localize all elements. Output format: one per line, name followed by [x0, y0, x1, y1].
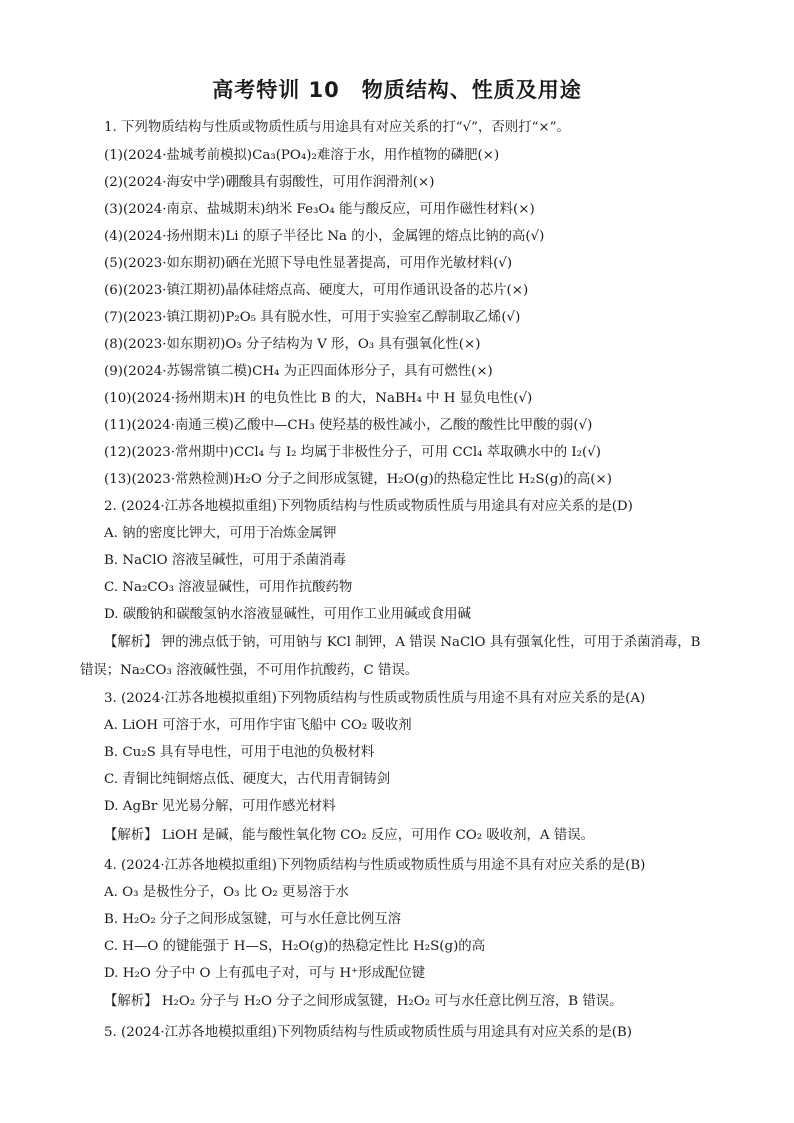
statement-6: (6)(2023·镇江期初)晶体硅熔点高、硬度大，可用作通讯设备的芯片(×): [104, 283, 529, 298]
q2-option-a: A. 钠的密度比钾大，可用于冶炼金属钾: [104, 526, 337, 541]
q3-option-b: B. Cu₂S 具有导电性，可用于电池的负极材料: [104, 745, 375, 760]
q2-option-b: B. NaClO 溶液呈碱性，可用于杀菌消毒: [104, 553, 346, 568]
statement-3: (3)(2024·南京、盐城期末)纳米 Fe₃O₄ 能与酸反应，可用作磁性材料(×): [104, 202, 535, 217]
statement-9: (9)(2024·苏锡常镇二模)CH₄ 为正四面体形分子，具有可燃性(×): [104, 364, 493, 379]
statement-5: (5)(2023·如东期初)硒在光照下导电性显著提高，可用作光敏材料(√): [104, 256, 513, 271]
question-3-stem: 3. (2024·江苏各地模拟重组)下列物质结构与性质或物质性质与用途不具有对应关系的是(A): [104, 691, 646, 706]
q4-option-b: B. H₂O₂ 分子之间形成氢键，可与水任意比例互溶: [104, 912, 402, 927]
statement-11: (11)(2024·南通三模)乙酸中—CH₃ 使羟基的极性减小，乙酸的酸性比甲酸的弱(√): [104, 418, 593, 433]
q2-option-c: C. Na₂CO₃ 溶液显碱性，可用作抗酸药物: [104, 580, 353, 595]
statement-13: (13)(2023·常熟检测)H₂O 分子之间形成氢键，H₂O(g)的热稳定性比 H₂S(g)的高(×): [104, 472, 612, 487]
statement-1: (1)(2024·盐城考前模拟)Ca₃(PO₄)₂难溶于水，用作植物的磷肥(×): [104, 148, 500, 163]
question-2-stem: 2. (2024·江苏各地模拟重组)下列物质结构与性质或物质性质与用途具有对应关系的是(D): [104, 499, 633, 514]
question-5-stem: 5. (2024·江苏各地模拟重组)下列物质结构与性质或物质性质与用途具有对应关系的是(B): [104, 1025, 632, 1040]
q4-option-c: C. H—O 的键能强于 H—S，H₂O(g)的热稳定性比 H₂S(g)的高: [104, 939, 486, 954]
page-title: 高考特训 10 物质结构、性质及用途: [212, 78, 582, 102]
statement-8: (8)(2023·如东期初)O₃ 分子结构为 V 形，O₃ 具有强氧化性(×): [104, 337, 481, 352]
q3-option-c: C. 青铜比纯铜熔点低、硬度大，古代用青铜铸剑: [104, 772, 391, 787]
q4-option-d: D. H₂O 分子中 O 上有孤电子对，可与 H⁺形成配位键: [104, 966, 426, 981]
q3-option-d: D. AgBr 见光易分解，可用作感光材料: [104, 799, 336, 814]
q4-option-a: A. O₃ 是极性分子，O₃ 比 O₂ 更易溶于水: [104, 885, 349, 900]
q3-analysis: 【解析】 LiOH 是碱，能与酸性氧化物 CO₂ 反应，可用作 CO₂ 吸收剂，A 错误。: [104, 828, 595, 843]
q2-option-d: D. 碳酸钠和碳酸氢钠水溶液显碱性，可用作工业用碱或食用碱: [104, 607, 471, 622]
statement-2: (2)(2024·海安中学)硼酸具有弱酸性，可用作润滑剂(×): [104, 175, 435, 190]
statement-10: (10)(2024·扬州期末)H 的电负性比 B 的大，NaBH₄ 中 H 显负电性(√): [104, 391, 533, 406]
q4-analysis: 【解析】 H₂O₂ 分子与 H₂O 分子之间形成氢键，H₂O₂ 可与水任意比例互溶，B 错误。: [104, 994, 623, 1009]
q3-option-a: A. LiOH 可溶于水，可用作宇宙飞船中 CO₂ 吸收剂: [104, 718, 412, 733]
statement-4: (4)(2024·扬州期末)Li 的原子半径比 Na 的小，金属锂的熔点比钠的高(√): [104, 229, 545, 244]
question-1-stem: 1. 下列物质结构与性质或物质性质与用途具有对应关系的打“√”，否则打“×”。: [104, 120, 570, 135]
q2-analysis: 【解析】 钾的沸点低于钠，可用钠与 KCl 制钾，A 错误 NaClO 具有强氧化性，可用于杀菌消毒，B: [104, 635, 701, 650]
q2-analysis-cont: 错误；Na₂CO₃ 溶液碱性强，不可用作抗酸药，C 错误。: [80, 663, 419, 678]
statement-7: (7)(2023·镇江期初)P₂O₅ 具有脱水性，可用于实验室乙醇制取乙烯(√): [104, 310, 521, 325]
statement-12: (12)(2023·常州期中)CCl₄ 与 I₂ 均属于非极性分子，可用 CCl₄ 萃取碘水中的 I₂(√): [104, 445, 601, 460]
question-4-stem: 4. (2024·江苏各地模拟重组)下列物质结构与性质或物质性质与用途不具有对应关系的是(B): [104, 858, 646, 873]
